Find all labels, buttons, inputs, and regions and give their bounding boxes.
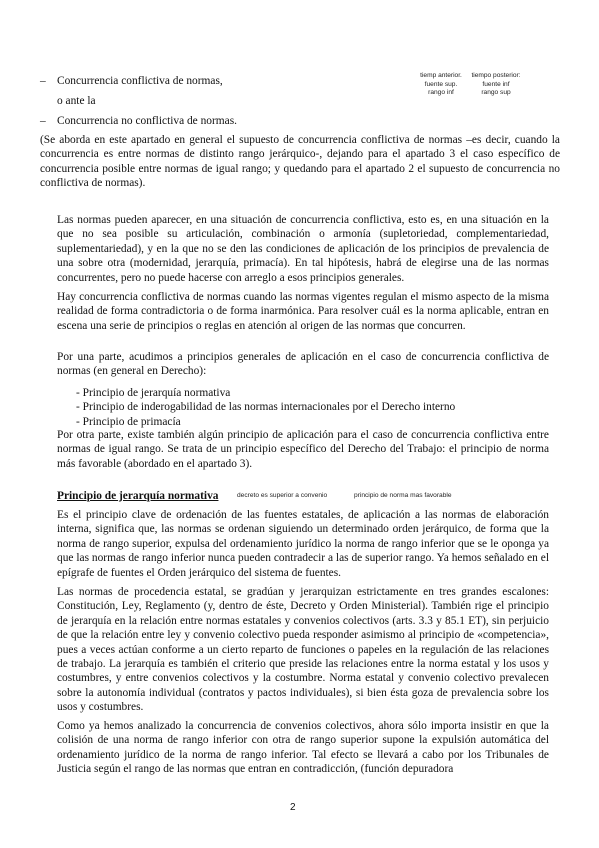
paragraph-concurrencia: Las normas pueden aparecer, en una situación de concurrencia conflictiva, esto es, en una situación en la que no sea posible su articulación, combinación o armonía (supletoriedad, complementariedad, suplementariedad), y en la que no se den las condiciones de aplicación de los principios de prevalencia de una sobre otra (modernidad, jerarquía, primacía). En tal hipótesis, habrá de elegirse una de las normas concurrentes, pero no puede hacerse con arreglo a esos principios generales. — [57, 214, 549, 284]
paragraph-procedencia-estatal: Las normas de procedencia estatal, se gradúan y jerarquizan estrictamente en tres grandes escalones: Constitución, Ley, Reglamento (y, dentro de éste, Decreto y Orden Ministerial). También rige el principio de jerarquía en la relación entre normas estatales y convenios colectivos (arts. 3.3 y 85.1 ET), sin perjuicio de que la relación entre ley y convenio colectivo pueda responder asimismo al principio de «competencia», pues a veces actúan conforme a un cierto reparto de funciones o papeles en la regulación de las relaciones de trabajo. La jerarquía es también el criterio que preside las relaciones entre la norma estatal y los usos y costumbres, y entre convenios colectivos y la costumbre. Norma estatal y convenio colectivo prevalecen sobre la autonomía individual (contratos y pactos individuales), si bien ésta goza de prevalencia sobre los usos y costumbres. — [57, 586, 549, 714]
margin-note-posterior — [466, 72, 526, 98]
paragraph-convenios: Como ya hemos analizado la concurrencia de convenios colectivos, ahora sólo importa insistir en que la colisión de una norma de rango inferior con otra de rango superior supone la expulsión automática del ordenamiento jurídico de la norma de rango inferior. Tal efecto se llevará a cabo por los Tribunales de Justicia según el rango de las normas que entran en contradicción, (función depuradora — [57, 720, 549, 776]
margin-note-line: tiemp anterior. — [420, 72, 462, 79]
margin-note-line: rango inf — [428, 89, 454, 97]
list-connector: o ante la — [57, 95, 96, 107]
principle-item: - Principio de jerarquía normativa — [76, 387, 231, 399]
heading-note-favorable: principio de norma mas favorable — [354, 492, 452, 499]
paragraph-principio-clave: Es el principio clave de ordenación de las fuentes estatales, de aplicación a las normas de elaboración interna, significa que, las normas se ordenan siguiendo un determinado orden jerárquico, de forma que la norma de rango superior, expulsa del ordenamiento jurídico la norma de rango inferior que se le oponga ya que las normas de rango inferior nunca pueden contradecir a las de superior rango. Ya hemos señalado en el epígrafe de fuentes el Orden jerárquico del sistema de fuentes. — [57, 509, 549, 579]
margin-note-line: fuente inf — [482, 80, 510, 88]
list-dash-1: – — [40, 75, 46, 87]
margin-note-line: tiempo posterior: — [471, 72, 521, 79]
paragraph-definicion: Hay concurrencia conflictiva de normas cuando las normas vigentes regulan el mismo aspecto de la misma realidad de forma contradictoria o de forma inarmónica. Para resolver cuál es la norma aplicable, entran en escena una serie de principios o reglas en atención al origen de las normas que concurren. — [57, 291, 549, 332]
heading-note-decreto: decreto es superior a convenio — [237, 492, 328, 499]
principles-list — [76, 386, 455, 429]
list-dash-2: – — [40, 115, 46, 127]
paragraph-principios-generales: Por una parte, acudimos a principios generales de aplicación en el caso de concurrencia conflictiva de normas (en general en Derecho): — [57, 351, 549, 378]
principle-item: - Principio de inderogabilidad de las normas internacionales por el Derecho interno — [76, 401, 456, 414]
intro-paragraph: (Se aborda en este apartado en general el supuesto de concurrencia conflictiva de normas –es decir, cuando la concurrencia es entre normas de distinto rango jerárquico-, dejando para el apartado 3 el caso específico de concurrencia posible entre normas de igual rango; y quedando para el apartado 2 el supuesto de concurrencia no conflictiva de normas). — [40, 134, 560, 190]
section-heading: Principio de jerarquía normativa — [57, 490, 219, 502]
page-number: 2 — [290, 802, 296, 813]
paragraph-igual-rango: Por otra parte, existe también algún principio de aplicación para el caso de concurrencia conflictiva entre normas de igual rango. Se trata de un principio específico del Derecho del Trabajo: el principio de norma más favorable (abordado en el apartado 3). — [57, 429, 549, 470]
principle-item: - Principio de primacía — [76, 415, 181, 428]
margin-note-line: fuente sup. — [424, 80, 458, 88]
margin-note-line: rango sup — [481, 89, 511, 97]
margin-note-anterior — [414, 72, 468, 98]
list-item-no-conflictiva: Concurrencia no conflictiva de normas. — [57, 115, 237, 127]
list-item-conflictiva: Concurrencia conflictiva de normas, — [57, 75, 223, 87]
